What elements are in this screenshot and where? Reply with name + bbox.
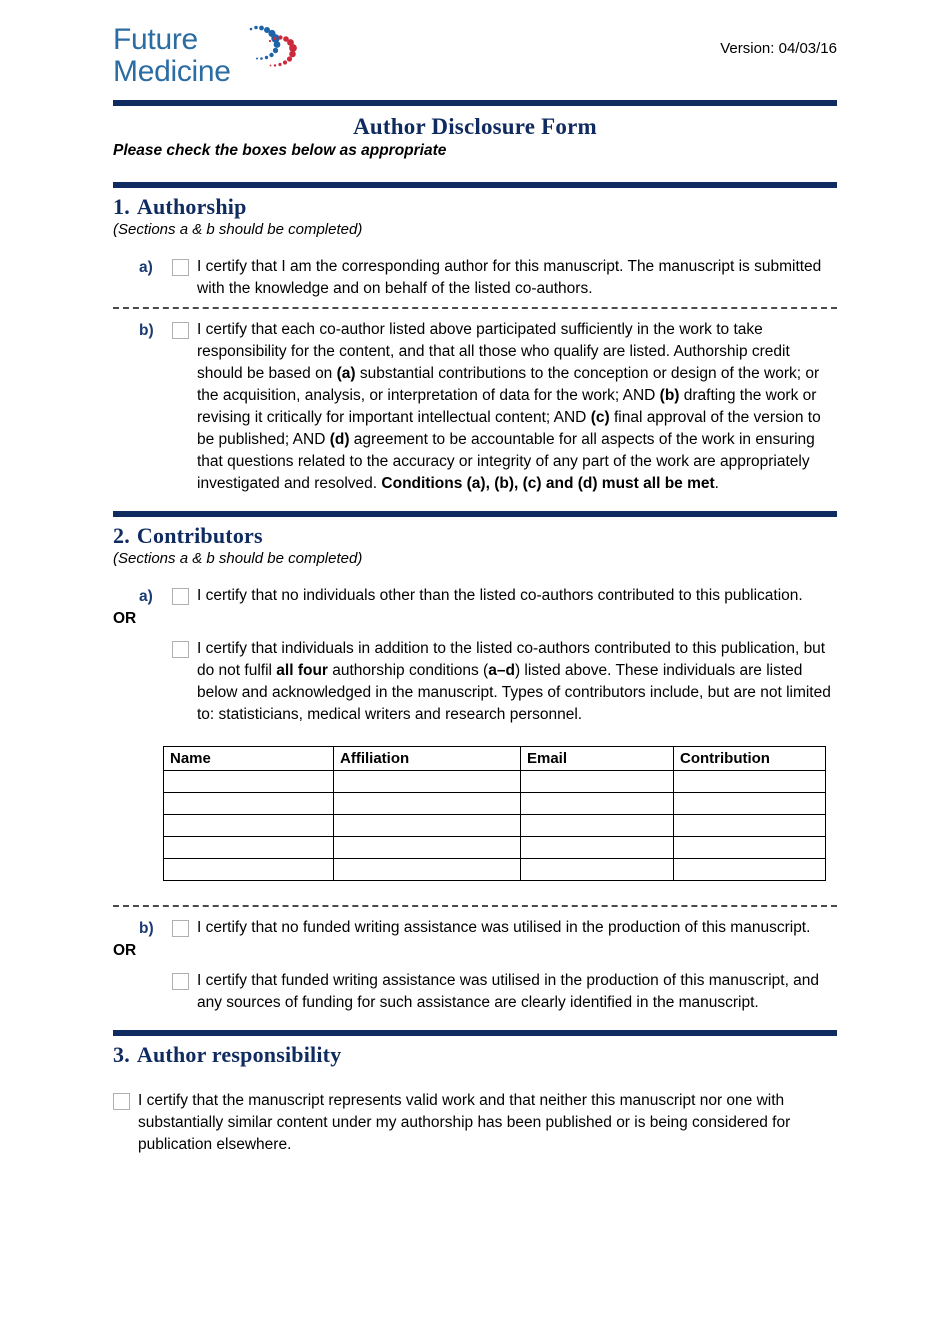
section-title-1: Authorship (136, 194, 247, 219)
contributors-item-a-alt-text (197, 638, 837, 726)
rule-section-1 (113, 182, 837, 188)
column-header-email: Email (521, 747, 674, 771)
cell-affiliation[interactable] (334, 771, 521, 793)
contributors-item-b-alt (113, 970, 837, 1014)
contributors-item-a (113, 585, 837, 608)
document-header (113, 0, 837, 100)
responsibility-text: I certify that the manuscript represents valid work and that neither this manuscript nor one with substantially similar content under my authorship has been published or is being considered for publication elsewhere. (138, 1092, 791, 1153)
section-heading-contributors (113, 523, 837, 549)
cell-contribution[interactable] (674, 771, 826, 793)
column-header-contribution: Contribution (674, 747, 826, 771)
contributors-checkbox-a-alt[interactable] (172, 641, 189, 658)
table-row (164, 793, 826, 815)
contrib-alt-t1: I certify that individuals in addition to the listed co-authors contributed to this publication, but do not fulfil (197, 640, 826, 679)
auth-b-t4: final approval of the version to be published; AND (197, 409, 821, 448)
rule-section-3 (113, 1030, 837, 1036)
logo-line-1: Future (113, 23, 198, 56)
column-header-affiliation: Affiliation (334, 747, 521, 771)
cell-name[interactable] (164, 859, 334, 881)
contrib-alt-b1: all four (276, 662, 328, 679)
cell-name[interactable] (164, 815, 334, 837)
auth-b-conditions: Conditions (a), (b), (c) and (d) must all be met (381, 475, 715, 492)
table-header-row (164, 747, 826, 771)
authorship-checkbox-a[interactable] (172, 259, 189, 276)
page-title: Author Disclosure Form (353, 114, 597, 139)
authorship-checkbox-b[interactable] (172, 322, 189, 339)
logo-wordmark (113, 24, 231, 88)
cell-contribution[interactable] (674, 815, 826, 837)
auth-b-t1: I certify that each co-author listed above participated sufficiently in the work to take responsibility for the content, and that all those who qualify are listed. Authorship credit should be based on (197, 321, 790, 382)
auth-b-end: . (714, 475, 719, 492)
responsibility-checkbox[interactable] (113, 1093, 130, 1110)
table-row (164, 859, 826, 881)
cell-contribution[interactable] (674, 837, 826, 859)
cell-contribution[interactable] (674, 793, 826, 815)
future-medicine-logo (113, 24, 413, 96)
responsibility-item (113, 1090, 837, 1156)
contrib-alt-b2: a–d (488, 662, 515, 679)
version-label: Version: 04/03/16 (720, 40, 837, 57)
auth-b-t5: agreement to be accountable for all aspects of the work in ensuring that questions related to the accuracy or integrity of any part of the work are appropriately investigated and resolved. (197, 431, 815, 492)
page-subtitle: Please check the boxes below as appropriate (113, 142, 447, 159)
authorship-item-b-text (197, 319, 837, 495)
cell-affiliation[interactable] (334, 815, 521, 837)
cell-email[interactable] (521, 859, 674, 881)
contributors-table (163, 746, 826, 881)
cell-contribution[interactable] (674, 859, 826, 881)
contrib-alt-t3: ) listed above. These individuals are listed below and acknowledged in the manuscript. Types of contributors include, but are not limited to: statisticians, medical writers and research personnel. (197, 662, 831, 723)
divider-authorship (113, 307, 837, 309)
contributors-checkbox-a[interactable] (172, 588, 189, 605)
contributors-table-wrap (163, 746, 825, 881)
contributors-item-b-alt-label (139, 970, 172, 993)
contrib-alt-t2: authorship conditions ( (327, 662, 489, 679)
section-note-2: (Sections a & b should be completed) (113, 550, 363, 567)
auth-b-t2: substantial contributions to the conception or design of the work; or the acquisition, analysis, or interpretation of data for the work; AND (197, 365, 820, 404)
dna-helix-icon (231, 21, 321, 93)
cell-email[interactable] (521, 837, 674, 859)
auth-b-a: (a) (336, 365, 356, 382)
logo-line-2: Medicine (113, 55, 231, 88)
contributors-item-b-label: b) (139, 920, 154, 937)
auth-b-d: (d) (329, 431, 350, 448)
cell-name[interactable] (164, 771, 334, 793)
contributors-item-a-alt-label (139, 638, 172, 661)
section-note-1: (Sections a & b should be completed) (113, 221, 363, 238)
contributors-item-a-label: a) (139, 588, 153, 605)
cell-affiliation[interactable] (334, 859, 521, 881)
auth-b-t3: drafting the work or revising it critically for important intellectual content; AND (197, 387, 817, 426)
cell-email[interactable] (521, 771, 674, 793)
section-heading-authorship (113, 194, 837, 220)
section-title-3: Author responsibility (136, 1042, 342, 1067)
table-row (164, 771, 826, 793)
cell-email[interactable] (521, 815, 674, 837)
section-number-1: 1. (113, 194, 130, 219)
or-label-contributors-a: OR (113, 610, 137, 627)
authorship-item-a (113, 256, 837, 300)
contributors-item-a-text: I certify that no individuals other than the listed co-authors contributed to this publication. (197, 587, 803, 604)
cell-name[interactable] (164, 793, 334, 815)
table-row (164, 815, 826, 837)
divider-contributors (113, 905, 837, 907)
section-number-3: 3. (113, 1042, 130, 1067)
auth-b-c: (c) (590, 409, 610, 426)
authorship-item-b-label: b) (139, 322, 154, 339)
contributors-item-a-alt (113, 638, 837, 726)
auth-b-b: (b) (659, 387, 680, 404)
cell-affiliation[interactable] (334, 837, 521, 859)
authorship-item-b (113, 319, 837, 495)
section-heading-responsibility (113, 1042, 837, 1068)
or-label-contributors-b: OR (113, 942, 137, 959)
table-row (164, 837, 826, 859)
rule-section-2 (113, 511, 837, 517)
contributors-item-b-alt-text: I certify that funded writing assistance was utilised in the production of this manuscript, and any sources of funding for such assistance are clearly identified in the manuscript. (197, 972, 820, 1011)
contributors-item-b-text: I certify that no funded writing assistance was utilised in the production of this manuscript. (197, 919, 811, 936)
section-number-2: 2. (113, 523, 130, 548)
cell-name[interactable] (164, 837, 334, 859)
rule-above-title (113, 100, 837, 106)
section-title-2: Contributors (136, 523, 263, 548)
cell-email[interactable] (521, 793, 674, 815)
authorship-item-a-label: a) (139, 259, 153, 276)
authorship-item-a-text: I certify that I am the corresponding author for this manuscript. The manuscript is submitted with the knowledge and on behalf of the listed co-authors. (197, 258, 822, 297)
column-header-name: Name (164, 747, 334, 771)
contributors-item-b (113, 917, 837, 940)
cell-affiliation[interactable] (334, 793, 521, 815)
contributors-checkbox-b-alt[interactable] (172, 973, 189, 990)
contributors-checkbox-b[interactable] (172, 920, 189, 937)
